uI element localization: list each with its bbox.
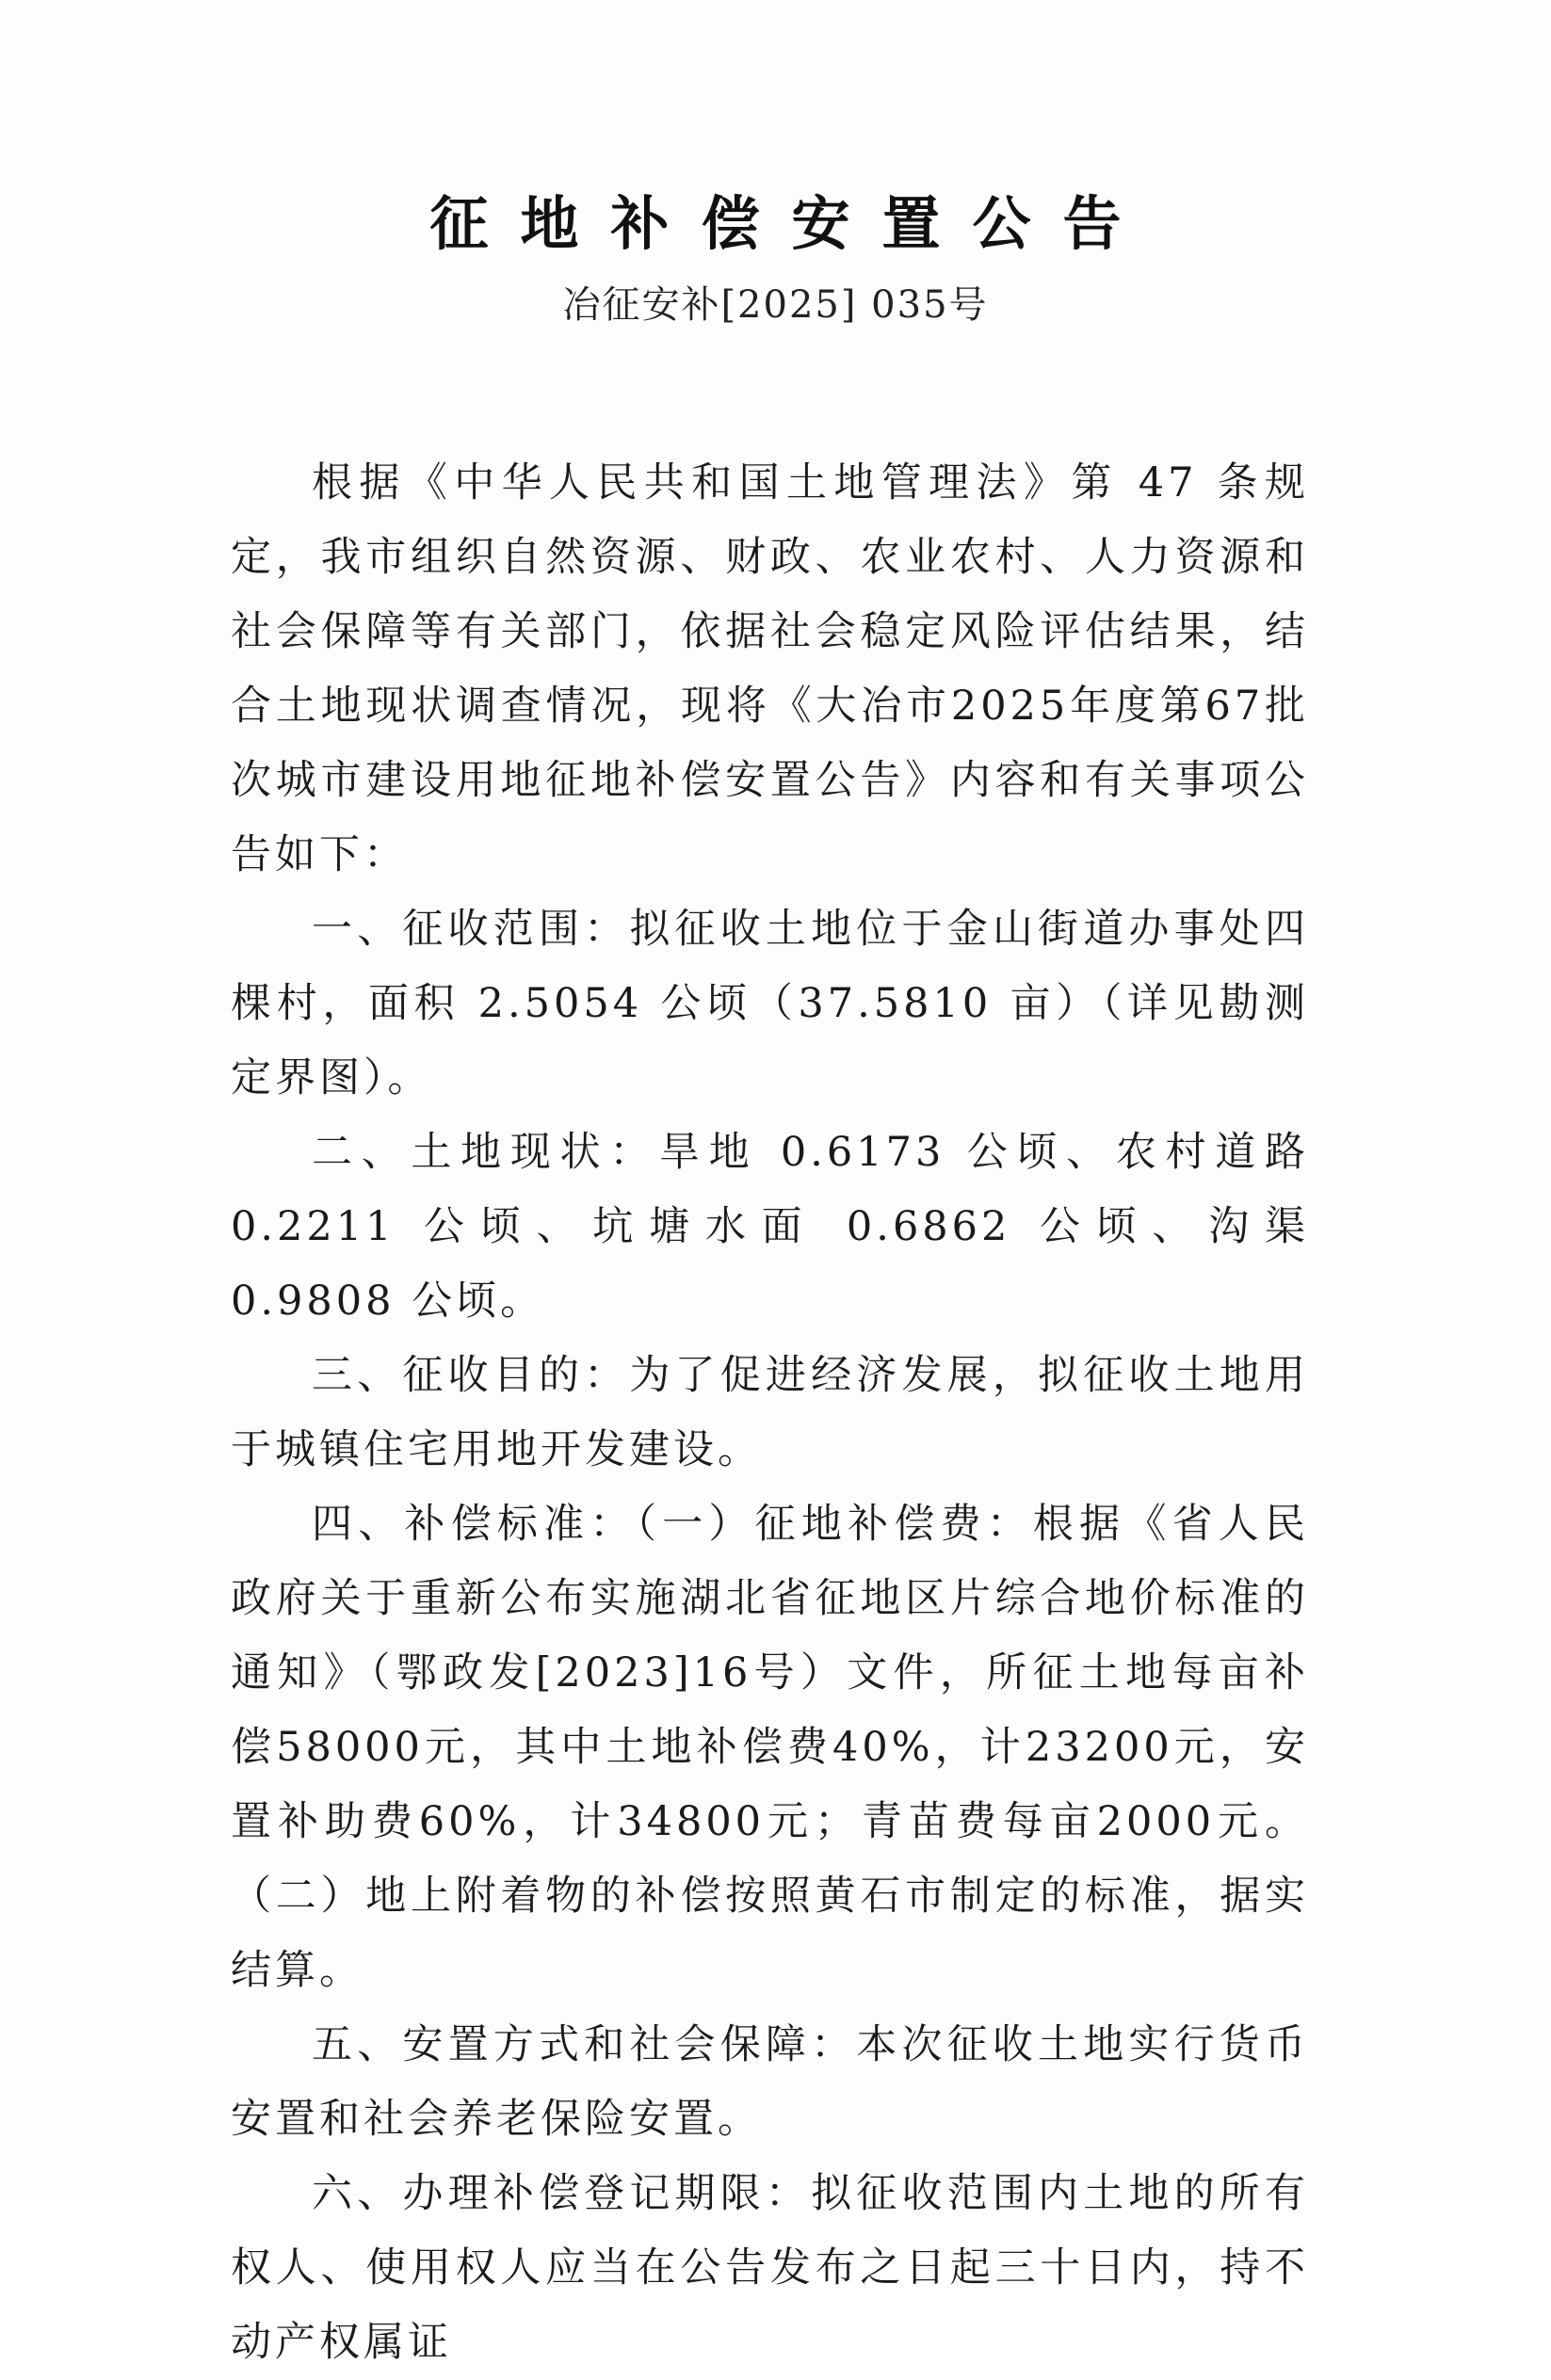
paragraph-registration-deadline: 六、办理补偿登记期限：拟征收范围内土地的所有权人、使用权人应当在公告发布之日起三十日内，持不动产权属证: [231, 2170, 1309, 2366]
paragraph-resettlement: 五、安置方式和社会保障：本次征收土地实行货币安置和社会养老保险安置。: [231, 2021, 1309, 2143]
document-number: 冶征安补[2025] 035号: [562, 283, 989, 327]
paragraph-compensation-standard: 四、补偿标准：（一）征地补偿费：根据《省人民政府关于重新公布实施湖北省征地区片综合地价标准的通知》（鄂政发[2023]16号）文件，所征土地每亩补偿58000元，其中土地补偿费40%，计23200元，安置补助费60%，计34800元；青苗费每亩2000元。（二）地上附着物的补偿按照黄石市制定的标准，据实结算。: [231, 1501, 1309, 1994]
paragraph-purpose: 三、征收目的：为了促进经济发展，拟征收土地用于城镇住宅用地开发建设。: [231, 1352, 1309, 1473]
paragraph-scope: 一、征收范围：拟征收土地位于金山街道办事处四棵村，面积 2.5054 公顷（37.5810 亩）（详见勘测定界图）。: [231, 906, 1309, 1102]
document-title: 征地补偿安置公告: [429, 189, 1154, 258]
paragraph-intro: 根据《中华人民共和国土地管理法》第 47 条规定，我市组织自然资源、财政、农业农村、人力资源和社会保障等有关部门，依据社会稳定风险评估结果，结合土地现状调查情况，现将《大冶市2025年度第67批次城市建设用地征地补偿安置公告》内容和有关事项公告如下：: [231, 459, 1309, 878]
document-body: [231, 446, 1309, 2380]
paragraph-land-status: 二、土地现状：旱地 0.6173 公顷、农村道路 0.2211 公顷、坑塘水面 0.6862 公顷、沟渠 0.9808 公顷。: [231, 1129, 1309, 1325]
